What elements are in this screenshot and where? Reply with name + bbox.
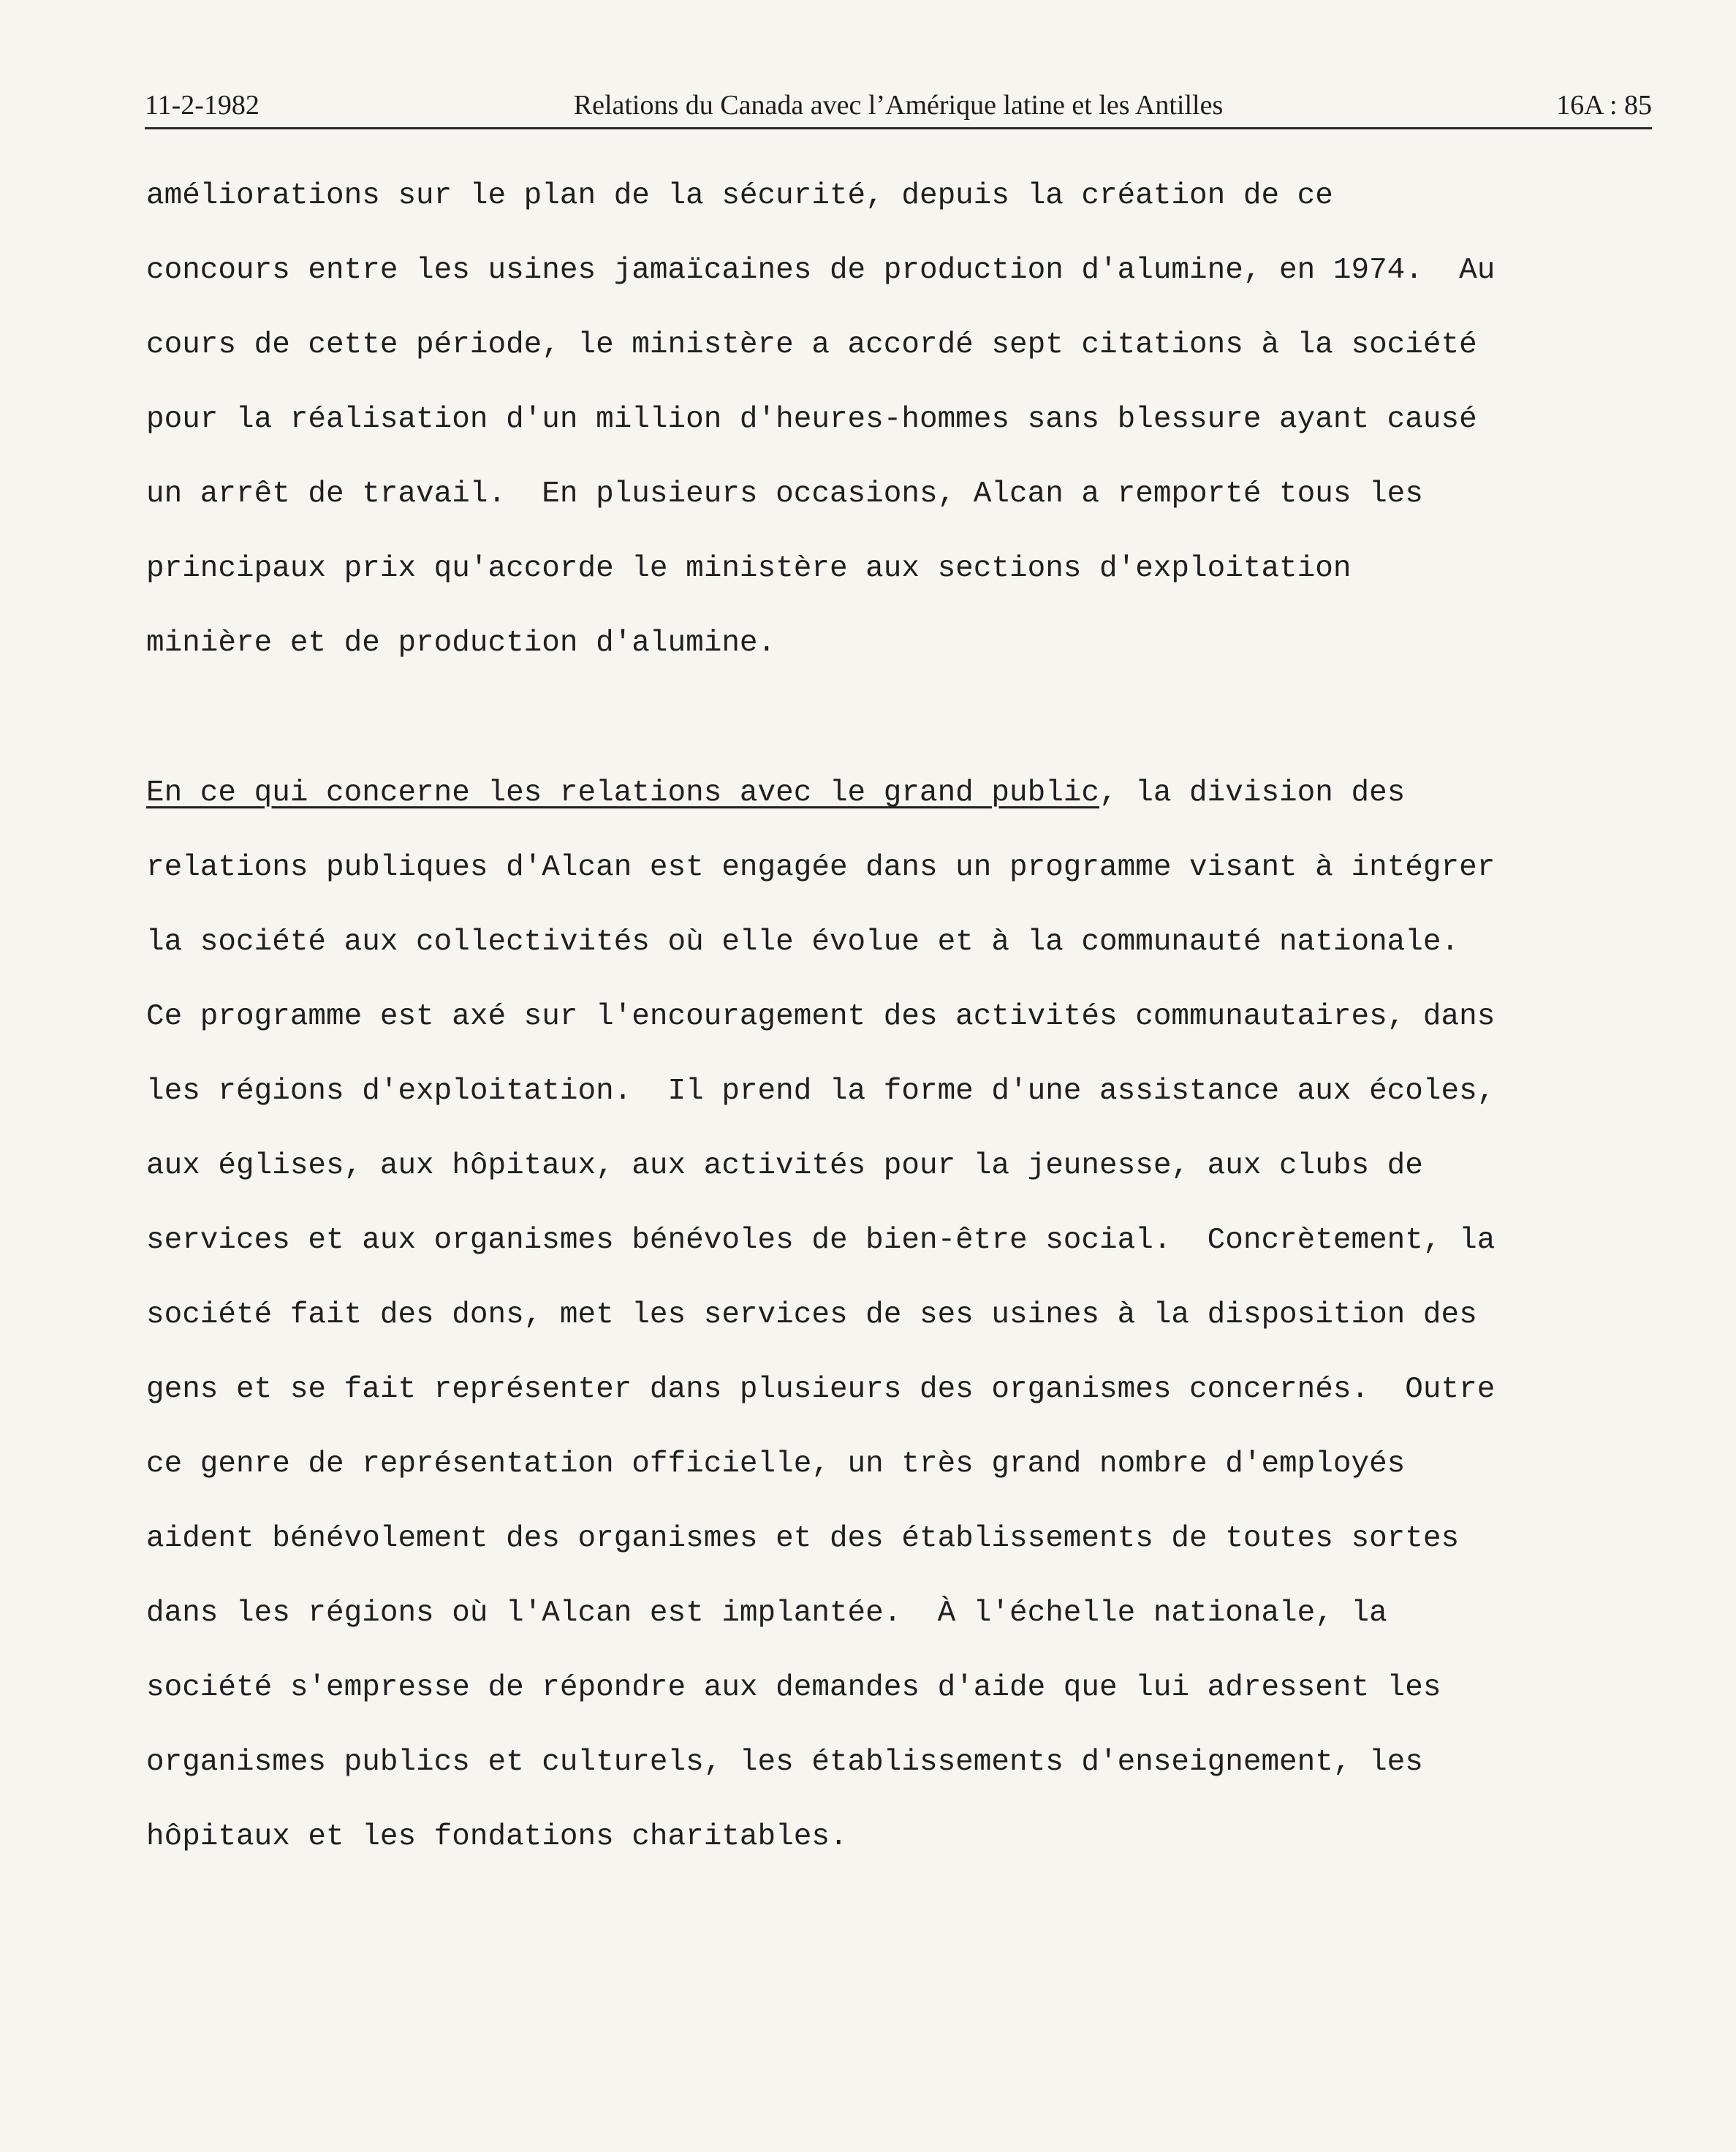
paragraph-1-line: minière et de production d'alumine. [146, 626, 776, 660]
paragraph-2-line: les régions d'exploitation. Il prend la forme d'une assistance aux écoles, [146, 1075, 1496, 1108]
paragraph-2-line: gens et se fait représenter dans plusieurs des organismes concernés. Outre [146, 1373, 1496, 1406]
paragraph-1-line: principaux prix qu'accorde le ministère aux sections d'exploitation [146, 552, 1352, 586]
paragraph-2-first-line [146, 771, 1405, 815]
header-date: 11-2-1982 [145, 90, 259, 121]
paragraph-2-line: hôpitaux et les fondations charitables. [146, 1820, 848, 1854]
paragraph-2-line: organismes publics et culturels, les établissements d'enseignement, les [146, 1746, 1423, 1779]
paragraph-2-line: aident bénévolement des organismes et des établissements de toutes sortes [146, 1522, 1460, 1556]
paragraph-1-line: améliorations sur le plan de la sécurité, depuis la création de ce [146, 179, 1333, 213]
paragraph-2-line: la société aux collectivités où elle évolue et à la communauté nationale. [146, 925, 1460, 959]
paragraph-2-line: ce genre de représentation officielle, un très grand nombre d'employés [146, 1447, 1406, 1481]
paragraph-1-line: cours de cette période, le ministère a accordé sept citations à la société [146, 328, 1477, 362]
paragraph-2-line: services et aux organismes bénévoles de bien-être social. Concrètement, la [146, 1224, 1496, 1257]
paragraph-2-line: dans les régions où l'Alcan est implantée. À l'échelle nationale, la [146, 1596, 1387, 1630]
paragraph-2-line: société fait des dons, met les services de ses usines à la disposition des [146, 1298, 1477, 1332]
header-title: Relations du Canada avec l’Amérique latine et les Antilles [573, 90, 1224, 121]
page-header [145, 82, 1652, 129]
paragraph-1-line: concours entre les usines jamaïcaines de production d'alumine, en 1974. Au [146, 254, 1496, 287]
first-line-rest: , la division des [1099, 776, 1406, 810]
paragraph-2-line: aux églises, aux hôpitaux, aux activités pour la jeunesse, aux clubs de [146, 1149, 1423, 1183]
paragraph-2-line: société s'empresse de répondre aux demandes d'aide que lui adressent les [146, 1671, 1441, 1705]
paragraph-1-line: pour la réalisation d'un million d'heures-hommes sans blessure ayant causé [146, 403, 1477, 436]
paragraph-1-line: un arrêt de travail. En plusieurs occasions, Alcan a remporté tous les [146, 477, 1423, 511]
underlined-heading-phrase: En ce qui concerne les relations avec le grand public [146, 776, 1100, 810]
header-page-number: 16A : 85 [1556, 90, 1652, 121]
paragraph-2-line: relations publiques d'Alcan est engagée dans un programme visant à intégrer [146, 851, 1496, 884]
paragraph-2-line: Ce programme est axé sur l'encouragement des activités communautaires, dans [146, 1000, 1496, 1034]
